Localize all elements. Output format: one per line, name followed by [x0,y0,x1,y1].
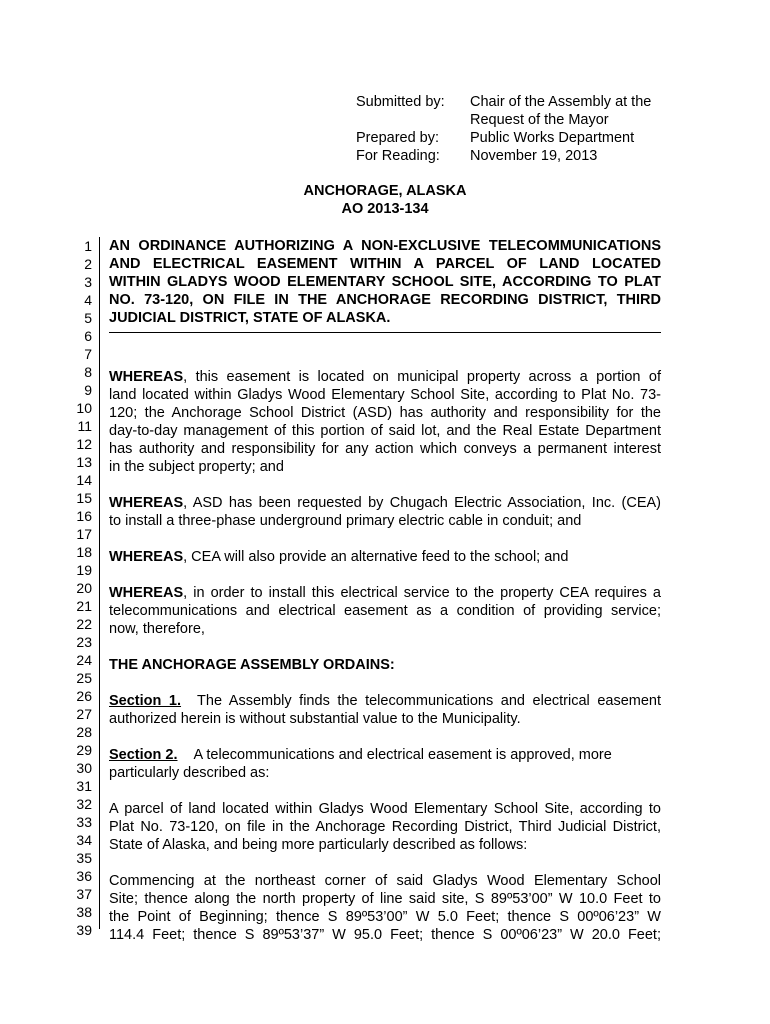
ordains-heading: THE ANCHORAGE ASSEMBLY ORDAINS: [109,657,395,673]
whereas-4-line [109,584,661,602]
line-number: 33 [76,814,92,830]
line-number: 16 [76,508,92,524]
line-number: 18 [76,544,92,560]
title-rule [109,332,661,333]
line-number: 20 [76,580,92,596]
ordinance-body [109,237,661,944]
line-number: 28 [76,724,92,740]
section-1-label: Section 1. [109,693,182,709]
line-numbers [60,237,92,939]
line-number: 8 [84,364,92,380]
line-number: 3 [84,274,92,290]
line-number: 32 [76,796,92,812]
line-number: 30 [76,760,92,776]
line-number: 2 [84,256,92,272]
whereas-1-line: 120; the Anchorage School District (ASD) has authority and responsibility for the [109,405,661,421]
line-number: 34 [76,832,92,848]
title-rule-line [109,332,661,350]
line-number: 13 [76,454,92,470]
line-number: 14 [76,472,92,488]
whereas-keyword: WHEREAS [109,585,184,601]
section-1-line: authorized herein is without substantial value to the Municipality. [109,711,521,727]
line-number: 23 [76,634,92,650]
line-number: 29 [76,742,92,758]
submitted-by-value-line-2: Request of the Mayor [470,112,609,128]
section-2-label: Section 2. [109,747,178,763]
line-number: 22 [76,616,92,632]
line-number: 26 [76,688,92,704]
line-number: 4 [84,292,92,308]
prepared-by-value: Public Works Department [470,130,635,146]
whereas-1-line: in the subject property; and [109,459,284,475]
ordinance-number: AO 2013-134 [341,201,429,217]
line-number: 35 [76,850,92,866]
line-number: 21 [76,598,92,614]
whereas-1-line: day-to-day management of this portion of said lot, and the Real Estate Department [109,423,661,439]
for-reading-value: November 19, 2013 [470,148,598,164]
section-2-text: A telecommunications and electrical easement is approved, more [193,747,612,763]
whereas-keyword: WHEREAS [109,549,184,565]
whereas-3-text: , CEA will also provide an alternative feed to the school; and [183,549,569,565]
line-number: 6 [84,328,92,344]
section-2-line [109,746,661,764]
whereas-1-text: , this easement is located on municipal property across a portion of [183,369,661,385]
line-number: 36 [76,868,92,884]
ordinance-title-line: JUDICIAL DISTRICT, STATE OF ALASKA. [109,310,391,326]
line-number: 10 [76,400,92,416]
whereas-3-line [109,548,661,566]
submitted-by-value-line-1: Chair of the Assembly at the [470,94,652,110]
whereas-keyword: WHEREAS [109,369,184,385]
line-number: 1 [84,238,92,254]
parcel-description-line: State of Alaska, and being more particularly described as follows: [109,837,528,853]
line-number: 25 [76,670,92,686]
whereas-4-text: , in order to install this electrical service to the property CEA requires a [183,585,661,601]
whereas-2-line: to install a three-phase underground primary electric cable in conduit; and [109,513,582,529]
line-number: 11 [77,418,92,434]
whereas-1-line [109,368,661,386]
line-number: 27 [76,706,92,722]
ordinance-title-line: AND ELECTRICAL EASEMENT WITHIN A PARCEL OF LAND LOCATED [109,256,661,272]
line-number-divider [99,237,100,929]
line-number: 12 [76,436,92,452]
line-number: 31 [76,778,92,794]
section-1-line [109,692,661,710]
parcel-description-line: Plat No. 73-120, on file in the Anchorage Recording District, Third Judicial District, [109,819,661,835]
line-number: 24 [76,652,92,668]
parcel-description-line: A parcel of land located within Gladys Wood Elementary School Site, according to [109,801,661,817]
line-number: 38 [76,904,92,920]
line-number: 19 [76,562,92,578]
legal-description-line: Site; thence along the north property of line said site, S 89º53’00” W 10.0 Feet to [109,891,661,907]
line-number: 15 [76,490,92,506]
whereas-1-line: has authority and responsibility for any action which conveys a permanent interest [109,441,661,457]
whereas-1-line: land located within Gladys Wood Elementary School Site, according to Plat No. 73- [109,387,661,403]
whereas-4-line: now, therefore, [109,621,205,637]
whereas-2-text: , ASD has been requested by Chugach Electric Association, Inc. (CEA) [183,495,661,511]
line-number: 39 [76,922,92,938]
section-1-text: The Assembly finds the telecommunications and electrical easement [197,693,661,709]
legal-description-line: Commencing at the northeast corner of said Gladys Wood Elementary School [109,873,661,889]
section-2-line: particularly described as: [109,765,270,781]
for-reading-label: For Reading: [356,148,440,164]
prepared-by-label: Prepared by: [356,130,440,146]
submitted-by-label: Submitted by: [356,94,445,110]
ordinance-title-line: WITHIN GLADYS WOOD ELEMENTARY SCHOOL SITE, ACCORDING TO PLAT [109,274,661,290]
line-number: 7 [84,346,92,362]
legal-description-line: the Point of Beginning; thence S 89º53’00” W 5.0 Feet; thence S 00º06’23” W [109,909,661,925]
line-number: 37 [76,886,92,902]
submission-header [356,93,670,165]
city-heading: ANCHORAGE, ALASKA [303,183,467,199]
whereas-keyword: WHEREAS [109,495,184,511]
ordinance-title-line: AN ORDINANCE AUTHORIZING A NON-EXCLUSIVE TELECOMMUNICATIONS [109,238,661,254]
ordinance-title-line: NO. 73-120, ON FILE IN THE ANCHORAGE RECORDING DISTRICT, THIRD [109,292,661,308]
legal-description-line: 114.4 Feet; thence S 89º53’37” W 95.0 Feet; thence S 00º06’23” W 20.0 Feet; [109,927,661,943]
whereas-2-line [109,494,661,512]
whereas-4-line: telecommunications and electrical easement as a condition of providing service; [109,603,661,619]
line-number: 5 [84,310,92,326]
line-number: 9 [84,382,92,398]
line-number: 17 [76,526,92,542]
